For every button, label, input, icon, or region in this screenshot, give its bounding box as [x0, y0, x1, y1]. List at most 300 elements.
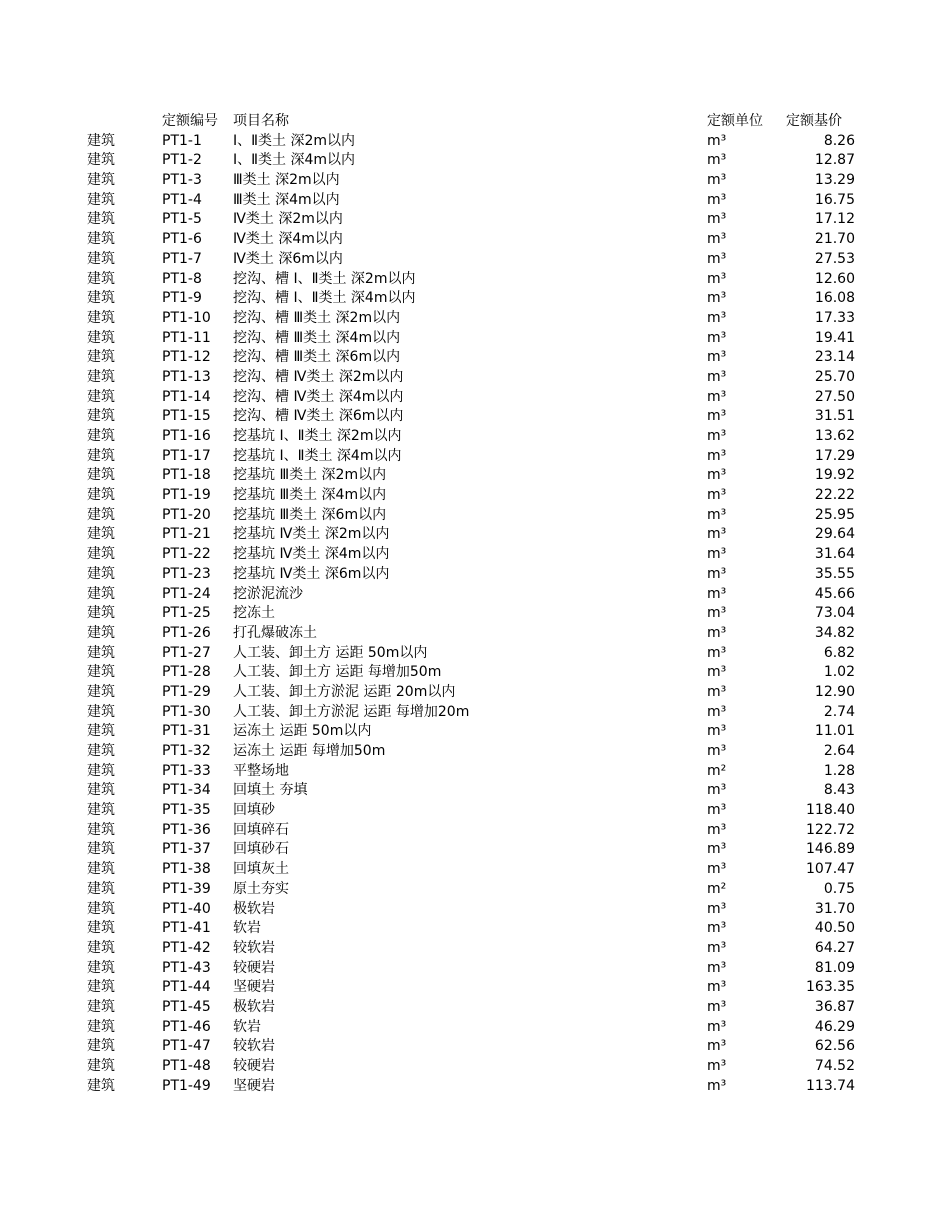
- unit-cell: m³: [707, 487, 727, 504]
- price-cell: 1.28: [823, 762, 855, 779]
- unit-cell: m³: [707, 900, 727, 917]
- unit-cell: m³: [707, 270, 727, 287]
- price-cell: 25.95: [814, 506, 855, 523]
- category-cell: 建筑: [87, 723, 115, 740]
- code-cell: PT1-28: [162, 664, 211, 681]
- code-cell: PT1-37: [162, 841, 211, 858]
- code-cell: PT1-40: [162, 900, 211, 917]
- category-cell: 建筑: [87, 782, 115, 799]
- code-cell: PT1-10: [162, 309, 211, 326]
- name-cell: 坚硬岩: [233, 979, 275, 996]
- category-cell: 建筑: [87, 526, 115, 543]
- table-row: [0, 663, 950, 683]
- category-cell: 建筑: [87, 447, 115, 464]
- unit-cell: m³: [707, 428, 727, 444]
- table-row: [0, 1018, 950, 1038]
- header-price: 定额基价: [786, 113, 842, 129]
- category-cell: 建筑: [87, 467, 115, 484]
- unit-cell: m³: [707, 329, 727, 346]
- category-cell: 建筑: [87, 191, 115, 208]
- category-cell: 建筑: [87, 487, 115, 504]
- price-cell: 8.26: [823, 132, 855, 149]
- unit-cell: m³: [707, 821, 727, 838]
- name-cell: 运冻土 运距 每增加50m: [233, 743, 386, 759]
- table-row: [0, 171, 950, 191]
- price-cell: 81.09: [814, 959, 855, 976]
- name-cell: 运冻土 运距 50m以内: [233, 723, 372, 740]
- unit-cell: m³: [707, 624, 727, 641]
- price-cell: 25.70: [814, 368, 855, 385]
- name-cell: 挖基坑 Ⅳ类土 深4m以内: [233, 546, 390, 563]
- code-cell: PT1-8: [162, 270, 202, 287]
- table-row: [0, 801, 950, 821]
- name-cell: Ⅲ类土 深4m以内: [233, 191, 340, 208]
- price-cell: 107.47: [806, 861, 855, 878]
- price-cell: 27.53: [814, 250, 855, 267]
- name-cell: 挖基坑 Ⅳ类土 深6m以内: [233, 565, 390, 582]
- name-cell: 人工装、卸土方淤泥 运距 20m以内: [233, 683, 456, 700]
- category-cell: 建筑: [87, 762, 115, 779]
- price-cell: 31.70: [814, 900, 855, 917]
- price-cell: 31.64: [814, 546, 855, 563]
- price-cell: 12.90: [814, 683, 855, 700]
- price-cell: 73.04: [814, 605, 855, 622]
- category-cell: 建筑: [87, 605, 115, 622]
- category-cell: 建筑: [87, 250, 115, 267]
- price-cell: 13.29: [814, 172, 855, 189]
- category-cell: 建筑: [87, 368, 115, 385]
- price-cell: 46.29: [814, 1018, 855, 1035]
- code-cell: PT1-45: [162, 998, 211, 1015]
- table-row: [0, 1037, 950, 1057]
- table-row: [0, 466, 950, 486]
- unit-cell: m³: [707, 309, 727, 326]
- name-cell: 回填砂: [233, 802, 275, 819]
- table-row: [0, 1077, 950, 1097]
- name-cell: 挖沟、槽 Ⅲ类土 深4m以内: [233, 329, 401, 346]
- category-cell: 建筑: [87, 329, 115, 346]
- price-cell: 17.12: [814, 211, 855, 228]
- category-cell: 建筑: [87, 1038, 115, 1055]
- name-cell: 挖基坑 Ⅲ类土 深6m以内: [233, 506, 387, 523]
- price-cell: 74.52: [814, 1058, 855, 1074]
- code-cell: PT1-9: [162, 290, 202, 307]
- unit-cell: m³: [707, 979, 727, 996]
- code-cell: PT1-32: [162, 743, 211, 759]
- table-row: [0, 506, 950, 526]
- code-cell: PT1-25: [162, 605, 211, 622]
- unit-cell: m³: [707, 1077, 727, 1094]
- name-cell: 挖沟、槽 Ⅳ类土 深4m以内: [233, 388, 404, 405]
- code-cell: PT1-23: [162, 565, 211, 582]
- price-cell: 29.64: [814, 526, 855, 543]
- code-cell: PT1-48: [162, 1058, 211, 1074]
- category-cell: 建筑: [87, 998, 115, 1015]
- price-cell: 0.75: [823, 880, 855, 897]
- unit-cell: m³: [707, 664, 727, 681]
- code-cell: PT1-2: [162, 152, 202, 169]
- name-cell: 回填灰土: [233, 861, 289, 878]
- code-cell: PT1-44: [162, 979, 211, 996]
- category-cell: 建筑: [87, 428, 115, 444]
- price-cell: 1.02: [823, 664, 855, 681]
- table-row: [0, 762, 950, 782]
- price-cell: 6.82: [823, 644, 855, 661]
- code-cell: PT1-24: [162, 585, 211, 602]
- table-row: [0, 250, 950, 270]
- name-cell: 原土夯实: [233, 880, 289, 897]
- category-cell: 建筑: [87, 565, 115, 582]
- table-row: [0, 781, 950, 801]
- category-cell: 建筑: [87, 624, 115, 641]
- code-cell: PT1-47: [162, 1038, 211, 1055]
- name-cell: 回填砂石: [233, 841, 289, 858]
- code-cell: PT1-4: [162, 191, 202, 208]
- unit-cell: m³: [707, 802, 727, 819]
- name-cell: Ⅳ类土 深2m以内: [233, 211, 343, 228]
- unit-cell: m³: [707, 467, 727, 484]
- category-cell: 建筑: [87, 644, 115, 661]
- price-cell: 163.35: [806, 979, 855, 996]
- table-row: [0, 585, 950, 605]
- category-cell: 建筑: [87, 900, 115, 917]
- unit-cell: m³: [707, 644, 727, 661]
- price-cell: 16.75: [814, 191, 855, 208]
- category-cell: 建筑: [87, 1058, 115, 1074]
- price-cell: 2.64: [823, 743, 855, 759]
- unit-cell: m³: [707, 565, 727, 582]
- unit-cell: m³: [707, 1038, 727, 1055]
- unit-cell: m³: [707, 250, 727, 267]
- code-cell: PT1-26: [162, 624, 211, 641]
- table-row: [0, 565, 950, 585]
- name-cell: 挖沟、槽 Ⅰ、Ⅱ类土 深2m以内: [233, 270, 416, 287]
- price-cell: 2.74: [823, 703, 855, 720]
- unit-cell: m³: [707, 172, 727, 189]
- name-cell: Ⅳ类土 深4m以内: [233, 231, 343, 248]
- unit-cell: m³: [707, 211, 727, 228]
- unit-cell: m²: [707, 880, 727, 897]
- code-cell: PT1-38: [162, 861, 211, 878]
- category-cell: 建筑: [87, 821, 115, 838]
- code-cell: PT1-34: [162, 782, 211, 799]
- header-name: 项目名称: [233, 113, 289, 129]
- name-cell: 挖基坑 Ⅰ、Ⅱ类土 深4m以内: [233, 447, 402, 464]
- header-code: 定额编号: [162, 113, 218, 129]
- name-cell: 挖沟、槽 Ⅲ类土 深2m以内: [233, 309, 401, 326]
- name-cell: 挖沟、槽 Ⅳ类土 深2m以内: [233, 368, 404, 385]
- category-cell: 建筑: [87, 172, 115, 189]
- name-cell: 回填土 夯填: [233, 782, 308, 799]
- code-cell: PT1-14: [162, 388, 211, 405]
- price-cell: 27.50: [814, 388, 855, 405]
- quota-table: [0, 112, 950, 1096]
- category-cell: 建筑: [87, 585, 115, 602]
- price-cell: 11.01: [814, 723, 855, 740]
- category-cell: 建筑: [87, 211, 115, 228]
- table-row: [0, 289, 950, 309]
- code-cell: PT1-1: [162, 132, 202, 149]
- table-row: [0, 368, 950, 388]
- code-cell: PT1-12: [162, 349, 211, 366]
- code-cell: PT1-16: [162, 428, 211, 444]
- code-cell: PT1-11: [162, 329, 211, 346]
- price-cell: 45.66: [814, 585, 855, 602]
- code-cell: PT1-20: [162, 506, 211, 523]
- table-header: [0, 112, 950, 132]
- table-row: [0, 860, 950, 880]
- price-cell: 12.60: [814, 270, 855, 287]
- name-cell: Ⅰ、Ⅱ类土 深4m以内: [233, 152, 356, 169]
- price-cell: 113.74: [806, 1077, 855, 1094]
- name-cell: 平整场地: [233, 762, 289, 779]
- code-cell: PT1-39: [162, 880, 211, 897]
- name-cell: 回填碎石: [233, 821, 289, 838]
- unit-cell: m³: [707, 1058, 727, 1074]
- category-cell: 建筑: [87, 939, 115, 956]
- name-cell: 极软岩: [233, 900, 275, 917]
- table-row: [0, 545, 950, 565]
- category-cell: 建筑: [87, 802, 115, 819]
- table-row: [0, 722, 950, 742]
- unit-cell: m³: [707, 939, 727, 956]
- name-cell: 极软岩: [233, 998, 275, 1015]
- code-cell: PT1-3: [162, 172, 202, 189]
- category-cell: 建筑: [87, 408, 115, 425]
- unit-cell: m³: [707, 152, 727, 169]
- unit-cell: m³: [707, 191, 727, 208]
- table-row: [0, 210, 950, 230]
- table-row: [0, 683, 950, 703]
- code-cell: PT1-17: [162, 447, 211, 464]
- name-cell: 人工装、卸土方淤泥 运距 每增加20m: [233, 703, 470, 720]
- unit-cell: m³: [707, 231, 727, 248]
- category-cell: 建筑: [87, 388, 115, 405]
- name-cell: 人工装、卸土方 运距 每增加50m: [233, 664, 442, 681]
- price-cell: 8.43: [823, 782, 855, 799]
- category-cell: 建筑: [87, 861, 115, 878]
- unit-cell: m³: [707, 132, 727, 149]
- price-cell: 16.08: [814, 290, 855, 307]
- price-cell: 31.51: [814, 408, 855, 425]
- name-cell: 挖沟、槽 Ⅲ类土 深6m以内: [233, 349, 401, 366]
- unit-cell: m³: [707, 506, 727, 523]
- code-cell: PT1-19: [162, 487, 211, 504]
- table-row: [0, 624, 950, 644]
- table-row: [0, 644, 950, 664]
- unit-cell: m³: [707, 998, 727, 1015]
- table-row: [0, 230, 950, 250]
- table-row: [0, 407, 950, 427]
- category-cell: 建筑: [87, 880, 115, 897]
- table-row: [0, 919, 950, 939]
- name-cell: 挖基坑 Ⅲ类土 深4m以内: [233, 487, 387, 504]
- name-cell: Ⅰ、Ⅱ类土 深2m以内: [233, 132, 356, 149]
- unit-cell: m³: [707, 1018, 727, 1035]
- code-cell: PT1-31: [162, 723, 211, 740]
- category-cell: 建筑: [87, 152, 115, 169]
- name-cell: 挖淤泥流沙: [233, 585, 303, 602]
- code-cell: PT1-21: [162, 526, 211, 543]
- name-cell: 软岩: [233, 1018, 261, 1035]
- code-cell: PT1-30: [162, 703, 211, 720]
- category-cell: 建筑: [87, 309, 115, 326]
- name-cell: 挖沟、槽 Ⅳ类土 深6m以内: [233, 408, 404, 425]
- code-cell: PT1-27: [162, 644, 211, 661]
- category-cell: 建筑: [87, 683, 115, 700]
- table-row: [0, 427, 950, 447]
- table-row: [0, 900, 950, 920]
- unit-cell: m³: [707, 349, 727, 366]
- price-cell: 146.89: [806, 841, 855, 858]
- code-cell: PT1-13: [162, 368, 211, 385]
- price-cell: 21.70: [814, 231, 855, 248]
- unit-cell: m³: [707, 743, 727, 759]
- price-cell: 17.33: [814, 309, 855, 326]
- category-cell: 建筑: [87, 703, 115, 720]
- unit-cell: m³: [707, 546, 727, 563]
- price-cell: 36.87: [814, 998, 855, 1015]
- name-cell: 挖基坑 Ⅰ、Ⅱ类土 深2m以内: [233, 428, 402, 444]
- name-cell: 打孔爆破冻土: [233, 624, 317, 641]
- unit-cell: m³: [707, 841, 727, 858]
- code-cell: PT1-41: [162, 920, 211, 937]
- category-cell: 建筑: [87, 270, 115, 287]
- name-cell: 挖冻土: [233, 605, 275, 622]
- table-row: [0, 388, 950, 408]
- unit-cell: m³: [707, 920, 727, 937]
- table-row: [0, 348, 950, 368]
- table-row: [0, 191, 950, 211]
- category-cell: 建筑: [87, 290, 115, 307]
- category-cell: 建筑: [87, 920, 115, 937]
- table-row: [0, 1057, 950, 1077]
- category-cell: 建筑: [87, 979, 115, 996]
- code-cell: PT1-18: [162, 467, 211, 484]
- unit-cell: m³: [707, 368, 727, 385]
- name-cell: Ⅳ类土 深6m以内: [233, 250, 343, 267]
- code-cell: PT1-46: [162, 1018, 211, 1035]
- price-cell: 35.55: [814, 565, 855, 582]
- table-row: [0, 309, 950, 329]
- name-cell: 较硬岩: [233, 959, 275, 976]
- table-row: [0, 270, 950, 290]
- code-cell: PT1-6: [162, 231, 202, 248]
- unit-cell: m³: [707, 861, 727, 878]
- table-row: [0, 742, 950, 762]
- table-row: [0, 132, 950, 152]
- table-row: [0, 604, 950, 624]
- code-cell: PT1-22: [162, 546, 211, 563]
- table-row: [0, 998, 950, 1018]
- name-cell: Ⅲ类土 深2m以内: [233, 172, 340, 189]
- price-cell: 62.56: [814, 1038, 855, 1055]
- header-unit: 定额单位: [707, 113, 763, 129]
- code-cell: PT1-15: [162, 408, 211, 425]
- unit-cell: m³: [707, 723, 727, 740]
- code-cell: PT1-7: [162, 250, 202, 267]
- category-cell: 建筑: [87, 506, 115, 523]
- unit-cell: m³: [707, 526, 727, 543]
- table-row: [0, 486, 950, 506]
- unit-cell: m³: [707, 408, 727, 425]
- price-cell: 13.62: [814, 428, 855, 444]
- table-row: [0, 880, 950, 900]
- price-cell: 23.14: [814, 349, 855, 366]
- price-cell: 19.41: [814, 329, 855, 346]
- code-cell: PT1-33: [162, 762, 211, 779]
- category-cell: 建筑: [87, 546, 115, 563]
- category-cell: 建筑: [87, 231, 115, 248]
- category-cell: 建筑: [87, 743, 115, 759]
- name-cell: 挖基坑 Ⅳ类土 深2m以内: [233, 526, 390, 543]
- table-row: [0, 939, 950, 959]
- table-body: [0, 132, 950, 1097]
- code-cell: PT1-35: [162, 802, 211, 819]
- code-cell: PT1-42: [162, 939, 211, 956]
- code-cell: PT1-29: [162, 683, 211, 700]
- price-cell: 12.87: [814, 152, 855, 169]
- category-cell: 建筑: [87, 1018, 115, 1035]
- table-row: [0, 959, 950, 979]
- price-cell: 118.40: [806, 802, 855, 819]
- category-cell: 建筑: [87, 132, 115, 149]
- table-row: [0, 840, 950, 860]
- name-cell: 人工装、卸土方 运距 50m以内: [233, 644, 428, 661]
- name-cell: 较硬岩: [233, 1058, 275, 1074]
- name-cell: 挖沟、槽 Ⅰ、Ⅱ类土 深4m以内: [233, 290, 416, 307]
- unit-cell: m³: [707, 388, 727, 405]
- code-cell: PT1-49: [162, 1077, 211, 1094]
- category-cell: 建筑: [87, 841, 115, 858]
- unit-cell: m³: [707, 959, 727, 976]
- unit-cell: m³: [707, 290, 727, 307]
- category-cell: 建筑: [87, 959, 115, 976]
- table-row: [0, 447, 950, 467]
- unit-cell: m²: [707, 762, 727, 779]
- name-cell: 软岩: [233, 920, 261, 937]
- table-row: [0, 525, 950, 545]
- code-cell: PT1-5: [162, 211, 202, 228]
- name-cell: 坚硬岩: [233, 1077, 275, 1094]
- price-cell: 40.50: [814, 920, 855, 937]
- unit-cell: m³: [707, 683, 727, 700]
- price-cell: 122.72: [806, 821, 855, 838]
- code-cell: PT1-36: [162, 821, 211, 838]
- price-cell: 22.22: [814, 487, 855, 504]
- name-cell: 较软岩: [233, 939, 275, 956]
- price-cell: 34.82: [814, 624, 855, 641]
- table-row: [0, 703, 950, 723]
- code-cell: PT1-43: [162, 959, 211, 976]
- category-cell: 建筑: [87, 1077, 115, 1094]
- unit-cell: m³: [707, 605, 727, 622]
- table-row: [0, 329, 950, 349]
- price-cell: 19.92: [814, 467, 855, 484]
- price-cell: 17.29: [814, 447, 855, 464]
- table-row: [0, 978, 950, 998]
- table-row: [0, 821, 950, 841]
- price-cell: 64.27: [814, 939, 855, 956]
- name-cell: 挖基坑 Ⅲ类土 深2m以内: [233, 467, 387, 484]
- unit-cell: m³: [707, 703, 727, 720]
- category-cell: 建筑: [87, 349, 115, 366]
- category-cell: 建筑: [87, 664, 115, 681]
- unit-cell: m³: [707, 782, 727, 799]
- table-row: [0, 151, 950, 171]
- unit-cell: m³: [707, 447, 727, 464]
- name-cell: 较软岩: [233, 1038, 275, 1055]
